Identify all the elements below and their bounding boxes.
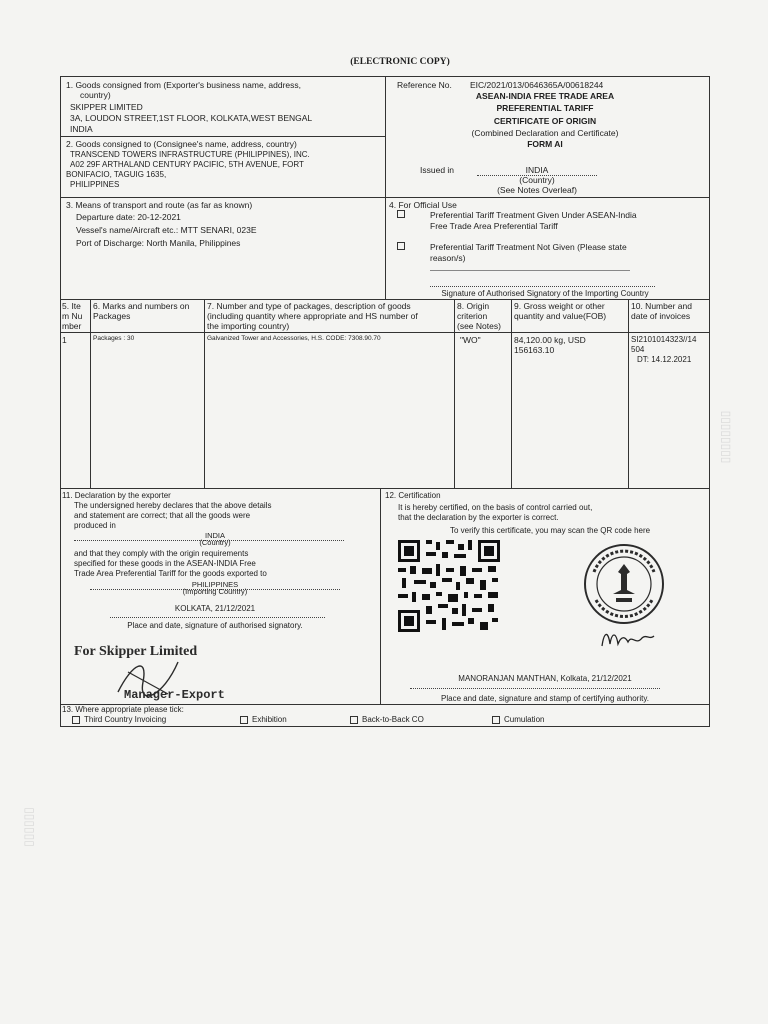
issued-in-country: INDIA <box>525 165 549 175</box>
col-header-origin: (see Notes) <box>457 321 501 331</box>
preferential-not-given-label: reason/s) <box>430 253 466 263</box>
form-name: FORM AI <box>527 139 563 149</box>
consignee-address: A02 29F ARTHALAND CENTURY PACIFIC, 5TH AVENUE, FORT <box>70 160 304 169</box>
consignee-label: 2. Goods consigned to (Consignee's name, address, country) <box>66 139 297 149</box>
row-marks: Packages : 30 <box>93 335 135 342</box>
transport-label: 3. Means of transport and route (as far as known) <box>66 200 253 210</box>
exporter-signature <box>108 652 188 702</box>
consignee-country: PHILIPPINES <box>70 180 120 189</box>
declaration-text: produced in <box>74 521 116 530</box>
option-exhibition[interactable]: Exhibition <box>240 715 287 725</box>
col-header-item: mber <box>62 321 82 331</box>
declaration-text: and statement are correct; that all the goods were <box>74 511 251 520</box>
exporter-label-cont: country) <box>80 90 111 100</box>
row-weight: 156163.10 <box>514 345 555 355</box>
declaration-text: Trade Area Preferential Tariff for the goods exported to <box>74 569 267 578</box>
designation-stamp: Manager-Export <box>124 688 225 702</box>
row-weight: 84,120.00 kg, USD <box>514 335 586 345</box>
declaration-text: specified for these goods in the ASEAN-INDIA Free <box>74 559 256 568</box>
declaration-text: The undersigned hereby declares that the above details <box>74 501 272 510</box>
certifying-authority-seal <box>582 542 666 626</box>
col-header-invoices: date of invoices <box>631 311 691 321</box>
row-invoice: SI2101014323//14 <box>631 335 697 344</box>
col-header-item: 5. Ite <box>62 301 81 311</box>
vessel-name: Vessel's name/Aircraft etc.: MTT SENARI, 023E <box>76 225 257 235</box>
exporter-address: 3A, LOUDON STREET,1ST FLOOR, KOLKATA,WEST BENGAL <box>70 113 313 123</box>
notes-caption: (See Notes Overleaf) <box>497 185 577 195</box>
declaration-label: 11. Declaration by the exporter <box>62 491 171 500</box>
col-header-origin: 8. Origin <box>457 301 490 311</box>
form-heading: ASEAN-INDIA FREE TRADE AREA <box>475 91 615 101</box>
col-header-invoices: 10. Number and <box>631 301 692 311</box>
official-use-label: 4. For Official Use <box>389 200 457 210</box>
row-item-number: 1 <box>62 335 67 345</box>
show-through-text: ▯▯▯▯▯▯ <box>22 807 37 847</box>
col-header-description: (including quantity where appropriate and HS number of <box>207 311 418 321</box>
importing-country: PHILIPPINES <box>191 580 239 589</box>
declaration-text: and that they comply with the origin requirements <box>74 549 249 558</box>
page-title: (ELECTRONIC COPY) <box>350 57 450 67</box>
importing-signature-caption: Signature of Authorised Signatory of the Importing Country <box>441 289 649 298</box>
exporter-place-date: KOLKATA, 21/12/2021 <box>174 604 256 613</box>
form-heading: PREFERENTIAL TARIFF <box>496 103 594 113</box>
certifying-officer-signature <box>598 624 658 654</box>
departure-date: Departure date: 20-12-2021 <box>76 212 181 222</box>
consignee-address: BONIFACIO, TAGUIG 1635, <box>66 170 167 179</box>
verification-qr-code[interactable] <box>396 538 502 634</box>
preferential-not-given-checkbox[interactable] <box>397 242 405 250</box>
consignee-name: TRANSCEND TOWERS INFRASTRUCTURE (PHILIPPINES), INC. <box>70 150 310 159</box>
produced-in-country: INDIA <box>204 531 225 540</box>
preferential-given-label: Free Trade Area Preferential Tariff <box>430 221 558 231</box>
option-back-to-back[interactable]: Back-to-Back CO <box>350 715 424 725</box>
option-third-country-invoicing[interactable]: Third Country Invoicing <box>72 715 166 725</box>
show-through-text: ▯▯▯▯▯▯▯▯ <box>719 410 734 464</box>
qr-instruction: To verify this certificate, you may scan the QR code here <box>450 526 651 535</box>
tick-label: 13. Where appropriate please tick: <box>62 705 184 714</box>
produced-in-caption: (Country) <box>199 538 231 547</box>
preferential-not-given-label: Preferential Tariff Treatment Not Given (Please state <box>430 242 627 252</box>
certifying-signature-caption: Place and date, signature and stamp of certifying authority. <box>441 694 649 703</box>
col-header-marks: Packages <box>93 311 131 321</box>
exhibition-checkbox[interactable] <box>240 716 248 724</box>
certification-label: 12. Certification <box>385 491 441 500</box>
cumulation-checkbox[interactable] <box>492 716 500 724</box>
certification-text: that the declaration by the exporter is correct. <box>398 513 559 522</box>
company-stamp: For Skipper Limited <box>74 644 198 659</box>
exporter-label: 1. Goods consigned from (Exporter's business name, address, <box>66 80 302 90</box>
preferential-given-checkbox[interactable] <box>397 210 405 218</box>
form-heading: CERTIFICATE OF ORIGIN <box>493 116 597 126</box>
issued-in-label: Issued in <box>420 165 455 175</box>
col-header-marks: 6. Marks and numbers on <box>93 301 190 311</box>
col-header-item: m Nu <box>62 311 83 321</box>
col-header-origin: criterion <box>457 311 488 321</box>
row-invoice-date: DT: 14.12.2021 <box>637 355 692 364</box>
port-of-discharge: Port of Discharge: North Manila, Philippines <box>76 238 241 248</box>
option-cumulation[interactable]: Cumulation <box>492 715 544 725</box>
row-description: Galvanized Tower and Accessories, H.S. CODE: 7308.90.70 <box>207 335 381 342</box>
row-origin: "WO" <box>460 335 481 345</box>
col-header-weight: quantity and value(FOB) <box>514 311 607 321</box>
importing-country-caption: (Importing Country) <box>182 587 248 596</box>
form-subheading: (Combined Declaration and Certificate) <box>471 128 619 138</box>
exporter-country: INDIA <box>70 124 93 134</box>
row-invoice: 504 <box>631 345 645 354</box>
preferential-given-label: Preferential Tariff Treatment Given Under ASEAN-India <box>430 210 637 220</box>
back-to-back-checkbox[interactable] <box>350 716 358 724</box>
col-header-description: 7. Number and type of packages, description of goods <box>207 301 411 311</box>
exporter-signature-caption: Place and date, signature of authorised signatory. <box>127 621 303 630</box>
certifying-officer: MANORANJAN MANTHAN, Kolkata, 21/12/2021 <box>458 674 632 683</box>
third-country-checkbox[interactable] <box>72 716 80 724</box>
reference-label: Reference No. <box>397 80 452 90</box>
reference-number: EIC/2021/013/0646365A/00618244 <box>470 80 604 90</box>
exporter-name: SKIPPER LIMITED <box>70 102 143 112</box>
certification-text: It is hereby certified, on the basis of control carried out, <box>398 503 593 512</box>
col-header-weight: 9. Gross weight or other <box>514 301 605 311</box>
col-header-description: the importing country) <box>207 321 290 331</box>
issued-country-caption: (Country) <box>519 175 555 185</box>
